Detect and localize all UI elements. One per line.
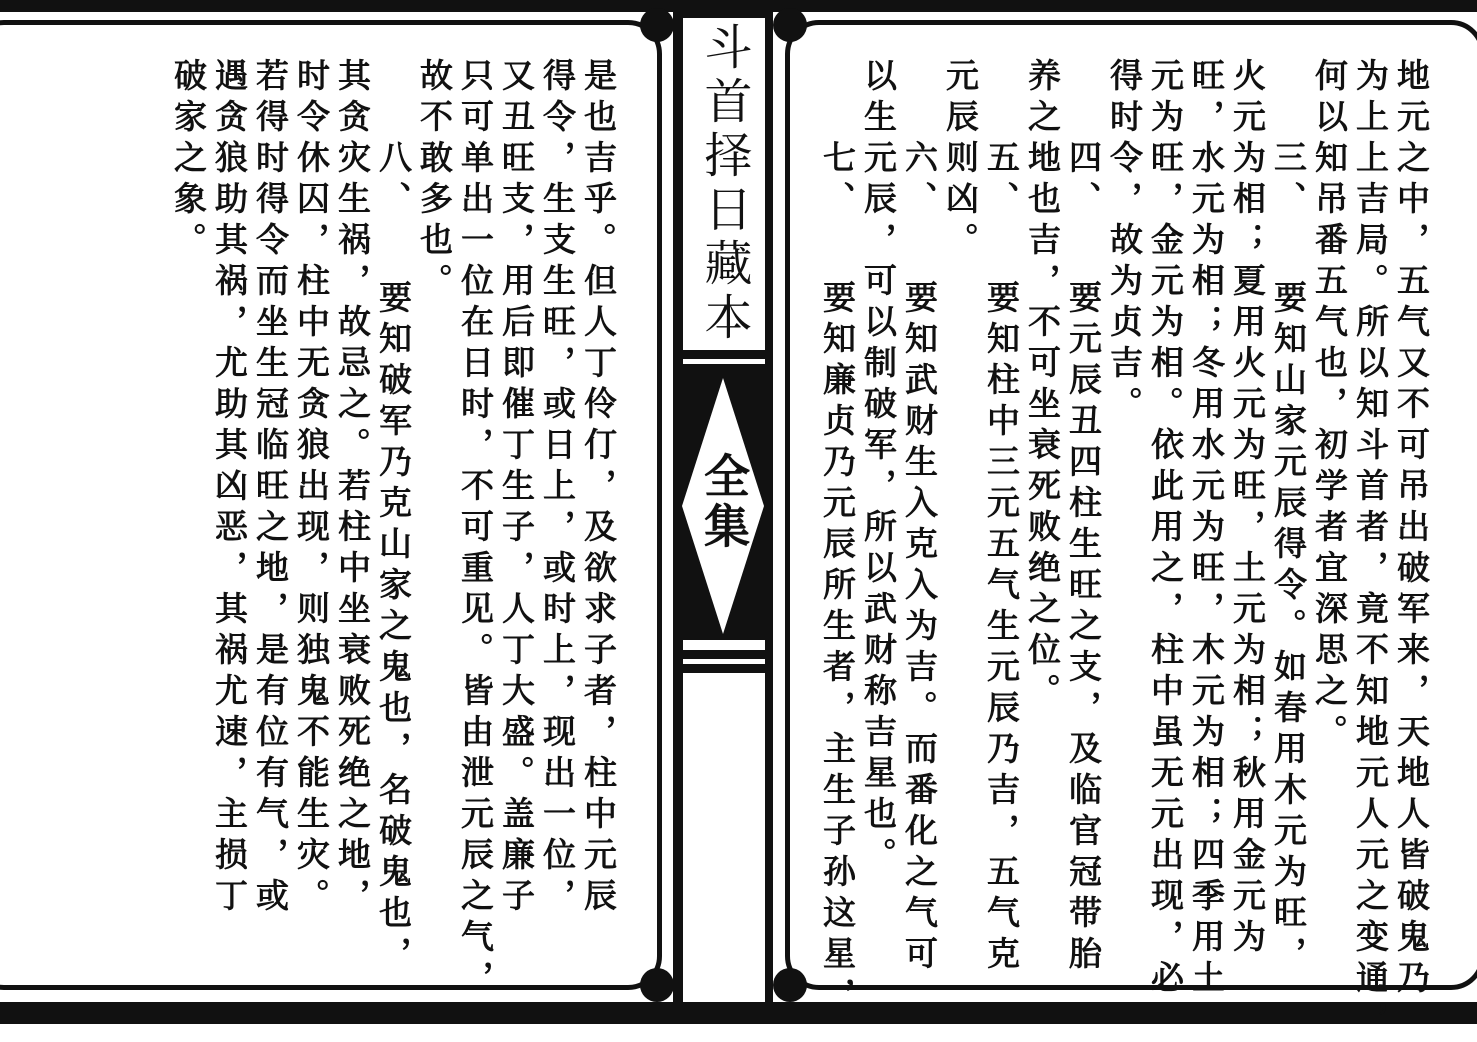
right-column-7: 元为旺，金元为相。依此用之，柱中虽无元出现，必 <box>1146 58 1185 1001</box>
right-column-4: 要知山家元辰得令。如春用木元为旺， <box>1269 280 1308 977</box>
left-column-10: 遇贪狼助其祸，尤助其凶恶，其祸尤速，主损丁 <box>210 58 249 919</box>
left-column-11: 破家之象。 <box>169 58 208 263</box>
right-column-3: 何以知吊番五气也，初学者宜深思之。 <box>1310 58 1349 755</box>
left-column-1: 是也吉乎。但人丁伶仃，及欲求子者，柱中元辰 <box>579 58 618 919</box>
right-column-11: 要知柱中三元五气生元辰乃吉，五气克 <box>982 280 1021 977</box>
right-column-2: 为上上吉局。所以知斗首者，竟不知地元人元之变通， <box>1351 58 1390 1042</box>
right-column-14: 以生元辰，可以制破军，所以武财称吉星也。 <box>859 58 898 878</box>
left-column-3: 又丑旺支，用后即催丁生子，人丁大盛。盖廉子 <box>497 58 536 919</box>
spine-band <box>677 350 769 359</box>
left-column-8: 时令休囚，柱中无贪狼出现，则独鬼不能生灾。 <box>292 58 331 919</box>
left-column-9: 若得时得令而坐生冠临旺之地，是有位有气，或 <box>251 58 290 919</box>
right-column-13: 要知武财生入克入为吉。而番化之气可 <box>900 280 939 977</box>
corner-ornament <box>773 8 807 42</box>
left-column-4: 只可单出一位在日时，不可重见。皆由泄元辰之气， <box>456 58 495 1001</box>
item-number-6: 六、 <box>900 140 939 222</box>
item-number-8: 八、 <box>374 140 413 222</box>
left-column-2: 得令，生支生旺，或日上，或时上，现出一位， <box>538 58 577 919</box>
corner-ornament <box>640 968 674 1002</box>
spine-title: 斗首择日藏本 <box>696 22 752 346</box>
item-number-7: 七、 <box>818 140 857 222</box>
corner-ornament <box>773 968 807 1002</box>
left-column-5: 故不敢多也。 <box>415 58 454 304</box>
right-column-10: 养之地也吉，不可坐衰死败绝之位。 <box>1023 58 1062 714</box>
right-column-15: 要知廉贞乃元辰所生者，主生子孙这星， <box>818 280 857 1018</box>
item-number-3: 三、 <box>1269 140 1308 222</box>
right-column-12: 元辰则凶。 <box>941 58 980 263</box>
item-number-4: 四、 <box>1064 140 1103 222</box>
spine-band <box>677 664 769 673</box>
right-column-5: 火元为相；夏用火元为旺，土元为相；秋用金元为 <box>1228 58 1267 960</box>
right-column-1: 地元之中，五气又不可吊出破军来，天地人皆破鬼乃 <box>1392 58 1431 1001</box>
left-column-6: 要知破军乃克山家之鬼也，名破鬼也， <box>374 280 413 977</box>
right-column-8: 得时令，故为贞吉。 <box>1105 58 1144 427</box>
right-column-9: 要元辰丑四柱生旺之支，及临官冠带胎 <box>1064 280 1103 977</box>
spine-band <box>677 650 769 659</box>
right-column-6: 旺，水元为相；冬用水元为旺，木元为相；四季用土 <box>1187 58 1226 1001</box>
spine-label: 全集 <box>697 452 751 552</box>
left-column-7: 其贪灾生祸，故忌之。若柱中坐衰败死绝之地， <box>333 58 372 919</box>
item-number-5: 五、 <box>982 140 1021 222</box>
corner-ornament <box>640 8 674 42</box>
